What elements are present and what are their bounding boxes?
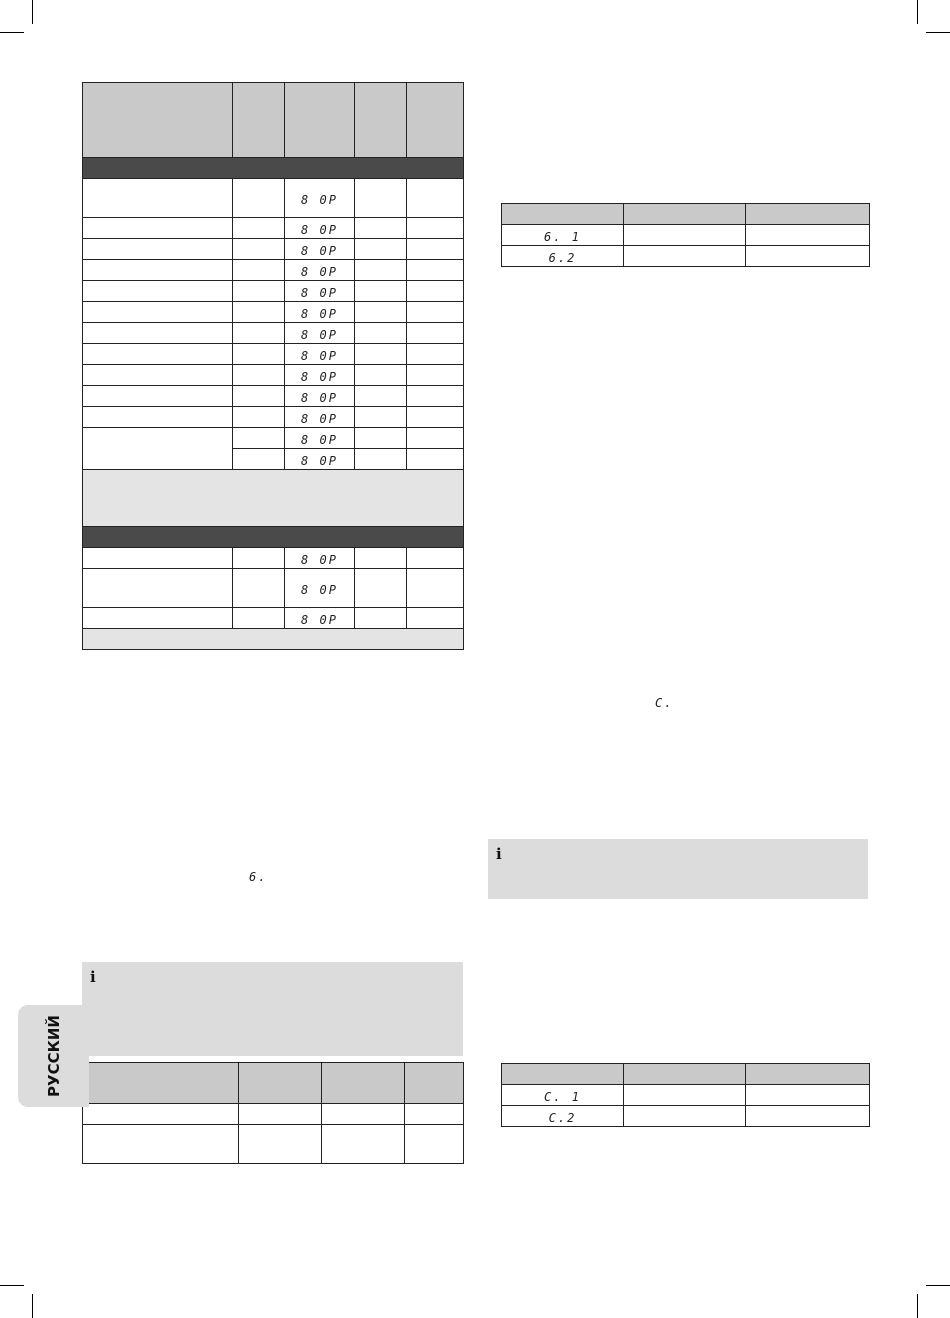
section-note xyxy=(83,470,464,527)
lcd-display-value: 8 0P xyxy=(301,369,338,384)
lcd-display-value: 8 0P xyxy=(301,192,338,207)
table-row xyxy=(83,386,464,407)
lcd-display-value: 8 0P xyxy=(301,327,338,342)
code-c2: C.2 xyxy=(548,1110,577,1125)
program-table xyxy=(82,82,464,650)
inline-code-g: 6. xyxy=(249,870,268,884)
lcd-display-value: 8 0P xyxy=(301,390,338,405)
code-c1: C. 1 xyxy=(544,1089,581,1104)
crop-mark xyxy=(917,1294,918,1318)
table-row xyxy=(83,608,464,629)
inline-code-c: C. xyxy=(655,696,674,710)
crop-mark xyxy=(917,0,918,24)
bottom-left-table xyxy=(82,1062,464,1164)
lcd-display-value: 8 0P xyxy=(301,612,338,627)
table-row xyxy=(83,428,464,449)
table-row xyxy=(83,281,464,302)
lcd-display-value: 8 0P xyxy=(301,285,338,300)
lcd-display-value: 8 0P xyxy=(301,582,338,597)
table-row xyxy=(83,239,464,260)
table-row xyxy=(83,1125,464,1164)
table-row xyxy=(83,365,464,386)
bottom-left-table-header xyxy=(83,1063,464,1104)
table-row xyxy=(83,179,464,218)
g-codes-table xyxy=(501,203,870,267)
info-icon: i xyxy=(90,968,96,986)
crop-mark xyxy=(32,0,33,24)
section-bar xyxy=(83,527,464,548)
info-box-left xyxy=(82,962,463,1056)
g-codes-table-header xyxy=(502,204,870,225)
crop-mark xyxy=(926,32,950,33)
lcd-display-value: 8 0P xyxy=(301,243,338,258)
table-row xyxy=(83,302,464,323)
lcd-display-value: 8 0P xyxy=(301,432,338,447)
table-row xyxy=(83,548,464,569)
table-row xyxy=(83,1104,464,1125)
info-icon: i xyxy=(496,845,502,863)
c-codes-table-header xyxy=(502,1064,870,1085)
crop-mark xyxy=(32,1294,33,1318)
lcd-display-value: 8 0P xyxy=(301,453,338,468)
crop-mark xyxy=(0,32,24,33)
crop-mark xyxy=(926,1285,950,1286)
table-row xyxy=(83,260,464,281)
table-row xyxy=(83,344,464,365)
table-row xyxy=(83,407,464,428)
crop-mark xyxy=(0,1285,24,1286)
lcd-display-value: 8 0P xyxy=(301,264,338,279)
table-row xyxy=(502,1085,870,1106)
c-codes-table xyxy=(501,1063,870,1127)
section-bar xyxy=(83,158,464,179)
table-footer xyxy=(83,629,464,650)
lcd-display-value: 8 0P xyxy=(301,411,338,426)
code-g2: 6.2 xyxy=(548,250,577,265)
language-tab xyxy=(18,1005,89,1107)
table-row xyxy=(502,225,870,246)
table-row xyxy=(83,218,464,239)
info-box-right xyxy=(488,839,868,899)
table-row xyxy=(83,323,464,344)
lcd-display-value: 8 0P xyxy=(301,552,338,567)
lcd-display-value: 8 0P xyxy=(301,348,338,363)
code-g1: 6. 1 xyxy=(544,229,581,244)
lcd-display-value: 8 0P xyxy=(301,306,338,321)
program-table-header xyxy=(83,83,464,158)
lcd-display-value: 8 0P xyxy=(301,222,338,237)
table-row xyxy=(502,246,870,267)
language-tab-label: РУССКИЙ xyxy=(44,1015,63,1097)
table-row xyxy=(502,1106,870,1127)
table-row xyxy=(83,569,464,608)
